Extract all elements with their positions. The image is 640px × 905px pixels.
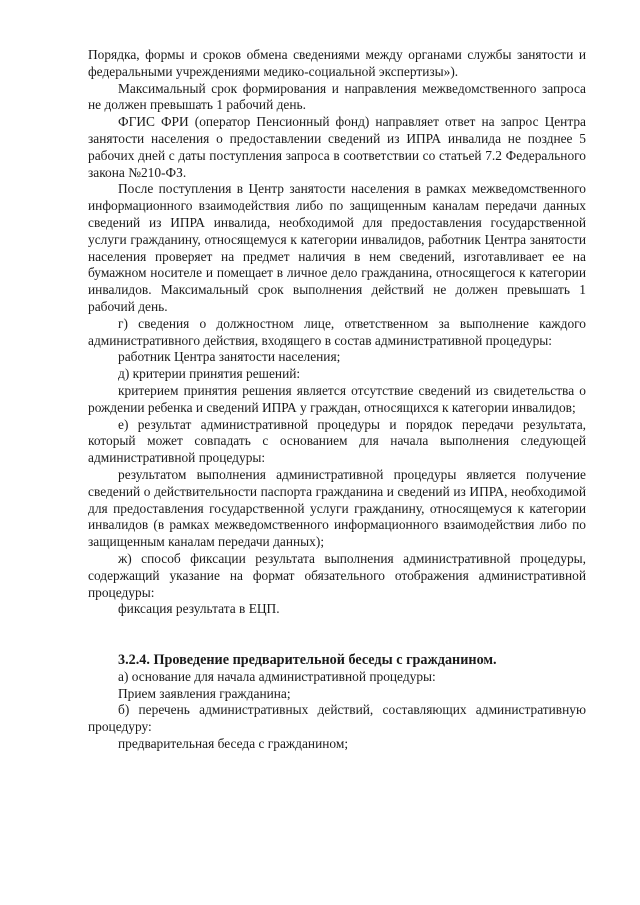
paragraph: ж) способ фиксации результата выполнения административной процедуры, содержащий указание на формат обязательного отображения административной процедуры: (88, 550, 586, 600)
paragraph: Порядка, формы и сроков обмена сведениями между органами службы занятости и федеральными учреждениями медико-социальной экспертизы»). (88, 47, 586, 79)
section-line: б) перечень административных действий, составляющих административную процедуру: (88, 702, 586, 735)
section-line: Прием заявления гражданина; (118, 685, 291, 701)
document-body (88, 47, 586, 753)
section-heading: 3.2.4. Проведение предварительной беседы с гражданином. (118, 652, 497, 669)
paragraph: критерием принятия решения является отсутствие сведений из свидетельства о рождении ребенка и сведений ИПРА у граждан, относящихся к категории инвалидов; (88, 382, 586, 415)
section-line: предварительная беседа с гражданином; (118, 736, 349, 752)
paragraph: работник Центра занятости населения; (118, 349, 341, 365)
paragraph: ФГИС ФРИ (оператор Пенсионный фонд) направляет ответ на запрос Центра занятости населения о предоставлении сведений из ИПРА инвалида не позднее 5 рабочих дней с даты поступления запроса в соответствии со статьей 7.2 Федерального закона №210-ФЗ. (88, 114, 586, 180)
paragraph: Максимальный срок формирования и направления межведомственного запроса не должен превышать 1 рабочий день. (88, 80, 586, 113)
paragraph: фиксация результата в ЕЦП. (118, 601, 280, 617)
paragraph: д) критерии принятия решений: (118, 366, 301, 382)
paragraph: е) результат административной процедуры и порядок передачи результата, который может совпадать с основанием для начала выполнения следующей административной процедуры: (88, 416, 586, 466)
section-line: а) основание для начала административной процедуры: (118, 668, 436, 684)
paragraph: г) сведения о должностном лице, ответственном за выполнение каждого административного действия, входящего в состав административной процедуры: (88, 315, 586, 348)
paragraph: После поступления в Центр занятости населения в рамках межведомственного информационного взаимодействия либо по защищенным каналам передачи данных сведений из ИПРА инвалида, необходимой для предоставления государственной услуги гражданину, относящемуся к категории инвалидов, работник Центра занятости населения проверяет на предмет наличия в нем сведений, изготавливает ее на бумажном носителе и помещает в личное дело гражданина, относящегося к категории инвалидов. Максимальный срок выполнения действий не должен превышать 1 рабочий день. (88, 181, 586, 314)
paragraph: результатом выполнения административной процедуры является получение сведений о действительности паспорта гражданина и сведений из ИПРА, необходимой для предоставления государственной услуги гражданину, относящемуся к категории инвалидов (в рамках межведомственного информационного взаимодействия либо по защищенным каналам передачи данных); (88, 466, 586, 550)
